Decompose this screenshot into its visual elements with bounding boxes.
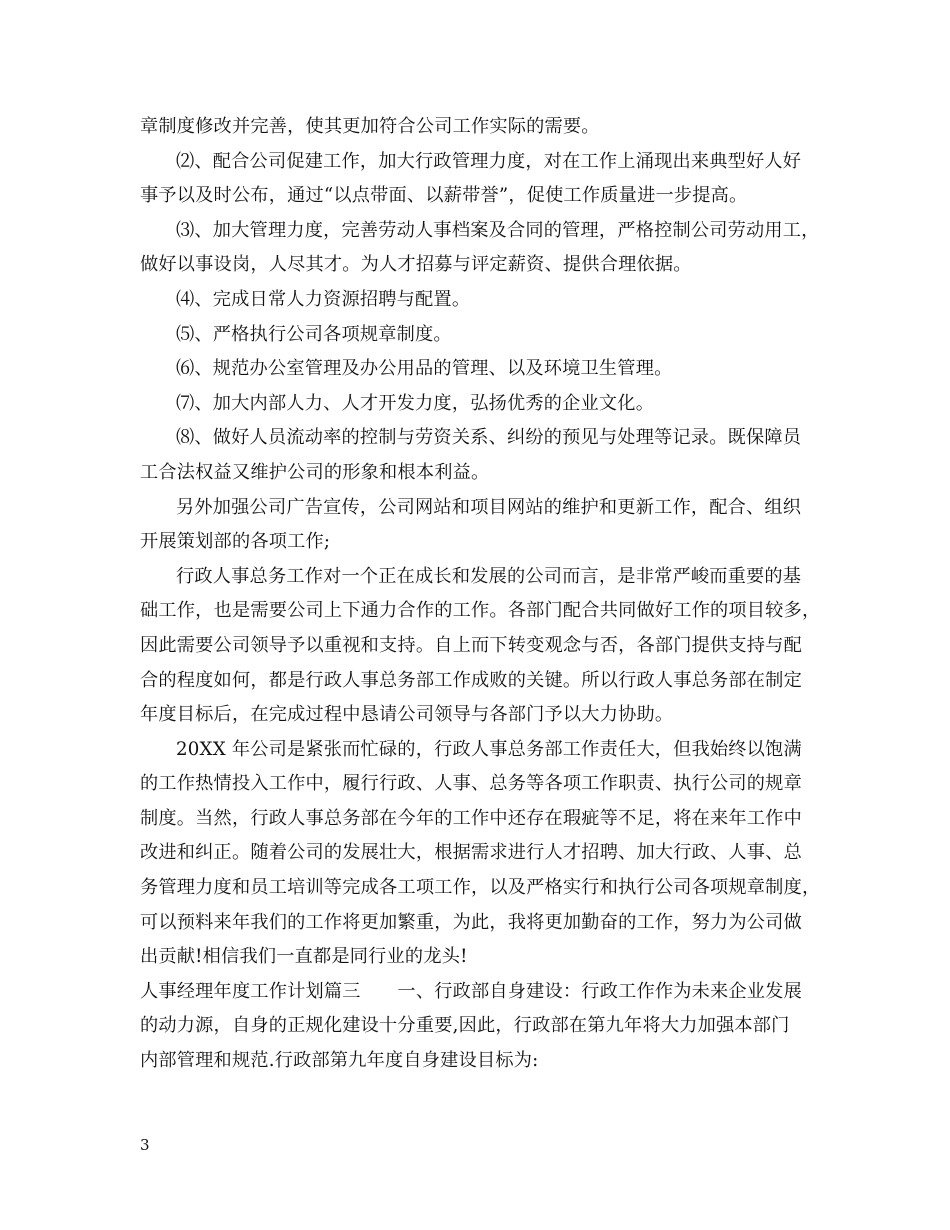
text-line: ⑻、做好人员流动率的控制与劳资关系、纠纷的预见与处理等记录。既保障员 [176,427,802,449]
text-line: 行政人事总务工作对一个正在成长和发展的公司而言，是非常严峻而重要的基 [176,565,802,587]
text-line: 制度。当然，行政人事总务部在今年的工作中还存在瑕疵等不足，将在来年工作中 [140,807,802,829]
text-line: ⑶、加大管理力度，完善劳动人事档案及合同的管理，严格控制公司劳动用工， [176,219,820,241]
text-line: 年度目标后，在完成过程中恳请公司领导与各部门予以大力协助。 [140,704,674,726]
text-line: 另外加强公司广告宣传，公司网站和项目网站的维护和更新工作，配合、组织 [176,496,802,518]
text-line: 础工作，也是需要公司上下通力合作的工作。各部门配合共同做好工作的项目较多， [140,600,821,622]
text-line: ⑹、规范办公室管理及办公用品的管理、以及环境卫生管理。 [176,358,673,380]
text-line: 改进和纠正。随着公司的发展壮大，根据需求进行人才招聘、加大行政、人事、总 [140,842,802,864]
text-line: 章制度修改并完善，使其更加符合公司工作实际的需要。 [140,116,600,137]
text-line: 务管理力度和员工培训等完成各工项工作，以及严格实行和执行公司各项规章制度， [140,877,821,899]
text-line: 合的程度如何，都是行政人事总务部工作成败的关键。所以行政人事总务部在制定 [140,669,802,691]
text-line: ⑸、严格执行公司各项规章制度。 [176,323,452,345]
text-line: 事予以及时公布，通过“以点带面、以薪带誉”，促使工作质量进一步提高。 [140,185,748,207]
text-line: 内部管理和规范.行政部第九年度自身建设目标为: [140,1050,539,1072]
text-line: 的工作热情投入工作中，履行行政、人事、总务等各项工作职责、执行公司的规章 [140,773,802,795]
text-line: 人事经理年度工作计划篇三 一、行政部自身建设：行政工作作为未来企业发展 [140,980,802,1002]
text-line: ⑺、加大内部人力、人才开发力度，弘扬优秀的企业文化。 [176,392,655,414]
text-line: 因此需要公司领导予以重视和支持。自上而下转变观念与否，各部门提供支持与配 [140,634,802,656]
text-line: 做好以事设岗，人尽其才。为人才招募与评定薪资、提供合理依据。 [140,254,692,276]
text-line: 工合法权益又维护公司的形象和根本利益。 [140,461,490,483]
text-line: ⑵、配合公司促建工作，加大行政管理力度，对在工作上涌现出来典型好人好 [176,150,802,172]
text-line: 开展策划部的各项工作; [140,531,331,553]
text-line: 的动力源，自身的正规化建设十分重要,因此，行政部在第九年将大力加强本部门 [140,1015,790,1037]
text-line: 可以预料来年我们的工作将更加繁重，为此，我将更加勤奋的工作，努力为公司做 [140,911,802,933]
text-line: ⑷、完成日常人力资源招聘与配置。 [176,288,471,310]
text-line: 出贡献!相信我们一直都是同行业的龙头! [140,946,468,968]
page-number: 3 [140,1136,150,1154]
body-text [140,110,820,1079]
text-line: 20XX 年公司是紧张而忙碌的，行政人事总务部工作责任大，但我始终以饱满 [176,738,802,760]
